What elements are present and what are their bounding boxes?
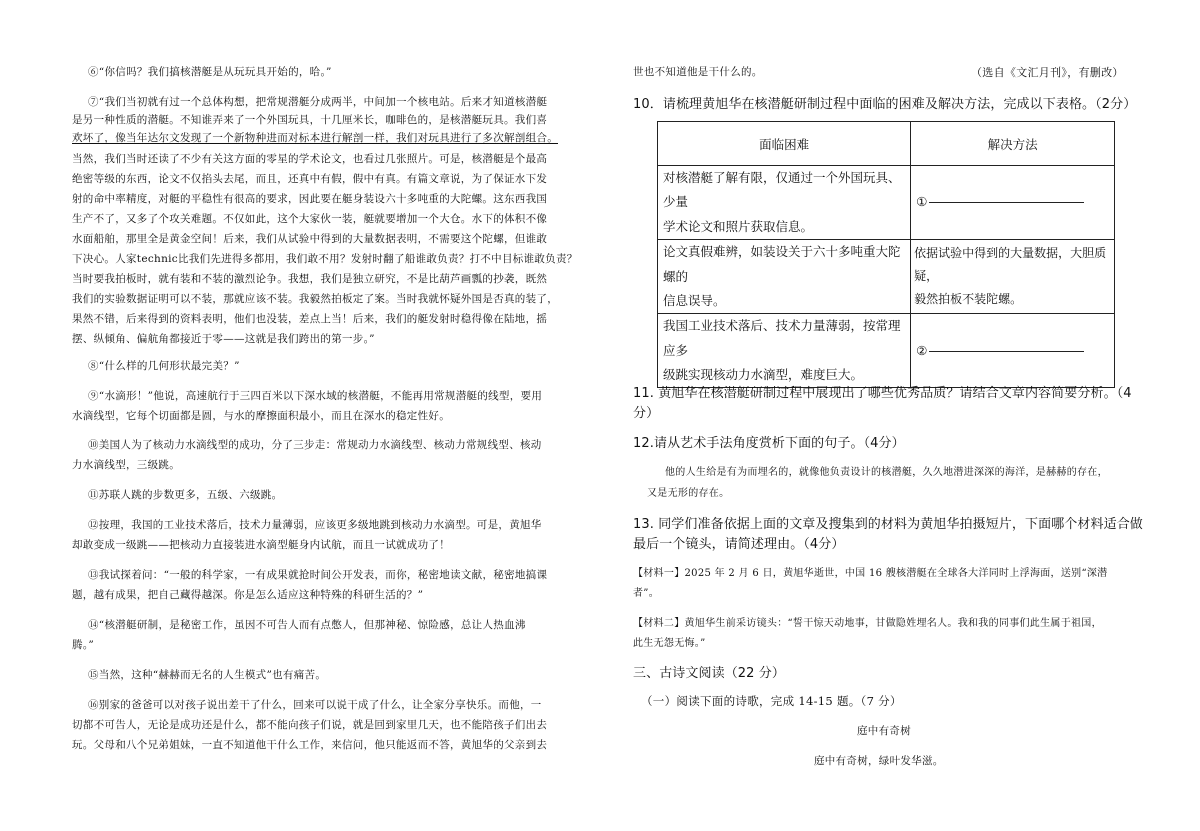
paragraph-9-line: ⑨“水滴形！”他说，高速航行于三四百米以下深水域的核潜艇，不能再用常规潜艇的线型，要用 [88, 390, 543, 402]
paragraph-10-line: 力水滴线型，三级跳。 [72, 459, 180, 471]
cell-line: 毅然拍板不装陀螺。 [914, 292, 1023, 307]
cell-line: 信息误导。 [663, 292, 726, 308]
difficulty-cell [658, 166, 911, 240]
paragraph-7-line: 我们的实验数据证明可以不装，那就应该不装。我毅然拍板定了案。当时我就怀疑外国是否真的装了， [72, 293, 558, 305]
paragraph-13-line: ⑬我试探着问：“一般的科学家，一有成果就抢时间公开发表，而你，秘密地读文献，秘密地搞课 [88, 569, 548, 581]
question-11-line: 分） [633, 406, 660, 421]
material-1-line: 者”。 [633, 588, 660, 599]
answer-blank[interactable] [929, 351, 1084, 352]
question-12: 12.请从艺术手法角度赏析下面的句子。（4分） [633, 436, 905, 451]
paragraph-11: ⑪苏联人跳的步数更多，五级、六级跳。 [88, 489, 283, 501]
paragraph-7-line: 当然，我们当时还读了不少有关这方面的零星的学术论文，也看过几张照片。可是，核潜艇是个最高 [72, 153, 548, 165]
material-1-line: 【材料一】2025 年 2 月 6 日，黄旭华逝世，中国 16 艘核潜艇在全球各大洋同时上浮海面，送别“深潜 [633, 568, 1108, 579]
paragraph-7-line: 当时要我拍板时，就有装和不装的激烈论争。我想，我们是独立研究，不是比葫芦画瓢的抄袭，既然 [72, 273, 548, 285]
question-13-line: 最后一个镜头，请简述理由。（4分） [633, 537, 845, 552]
material-2-line: 【材料二】黄旭华生前采访镜头：“誓干惊天动地事，甘做隐姓埋名人。我和我的同事们此生属于祖国， [633, 618, 1102, 629]
paragraph-14-line: 腾。” [72, 639, 95, 651]
paragraph-12-line: 却敢变成一级跳——把核动力直接装进水滴型艇身内试航，而且一试就成功了！ [72, 539, 450, 551]
solution-cell [911, 166, 1115, 240]
paragraph-13-line: 题，越有成果，把自己藏得越深。你是怎么适应这种特殊的科研生活的？” [72, 589, 424, 601]
answer-marker: ② [916, 342, 928, 358]
cell-line: 学术论文和照片获取信息。 [663, 218, 814, 234]
section-3-heading: 三、古诗文阅读（22 分） [633, 666, 785, 681]
paragraph-7-line: 果然不错，后来得到的资料表明，他们也没装，差点上当！后来，我们的艇发射时稳得像在陆地，摇 [72, 313, 548, 325]
paragraph-16-line: 切都不可告人，无论是成功还是什么，都不能向孩子们说，就是回到家里几天，也不能陪孩子们出去 [72, 719, 548, 731]
paragraph-7-line: 是另一种性质的潜艇。不知谁弄来了一个外国玩具，十几厘米长，咖啡色的，是核潜艇玩具。我们喜 [72, 114, 548, 126]
difficulty-solution-table [657, 121, 1115, 388]
table-header-row [658, 122, 1115, 166]
paragraph-7-line: ⑦“我们当初就有过一个总体构想，把常规潜艇分成两半，中间加一个核电站。后来才知道核潜艇 [88, 96, 548, 108]
solution-cell [911, 314, 1115, 388]
cell-line: 对核潜艇了解有限，仅通过一个外国玩具、少量 [663, 170, 901, 210]
paragraph-15: ⑮当然，这种“赫赫而无名的人生模式”也有痛苦。 [88, 669, 327, 681]
subsection-1-heading: （一）阅读下面的诗歌，完成 14-15 题。（7 分） [641, 694, 902, 708]
paragraph-8: ⑧“什么样的几何形状最完美？” [88, 360, 240, 372]
paragraph-9-line: 水滴线型，它每个切面都是圆，与水的摩擦面积最小，而且在深水的稳定性好。 [72, 410, 450, 422]
paragraph-7-line: 生产不了，又多了个攻关难题。不仅如此，这个大家伙一装，艇就要增加一个大仓。水下的体积不像 [72, 213, 548, 225]
question-13-line: 13. 同学们准备依据上面的文章及搜集到的材料为黄旭华拍摄短片，下面哪个材料适合做 [633, 517, 1143, 532]
answer-marker: ① [916, 194, 928, 210]
source-note: （选自《文汇月刊》，有删改） [971, 66, 1124, 79]
paragraph-16-line: 玩。父母和八个兄弟姐妹，一直不知道他干什么工作，来信问，他只能返而不答，黄旭华的父亲到去 [72, 739, 548, 751]
table-row [658, 166, 1115, 240]
paragraph-14-line: ⑭“核潜艇研制，是秘密工作，虽因不可告人而有点憋人，但那神秘、惊险感，总让人热血沸 [88, 619, 526, 631]
cell-line: 依据试验中得到的大量数据，大胆质疑， [914, 245, 1107, 283]
table-row [658, 240, 1115, 314]
solution-cell [911, 240, 1115, 314]
question-10: 10．请梳理黄旭华在核潜艇研制过程中面临的困难及解决方法，完成以下表格。（2分） [633, 97, 1137, 112]
poem-title: 庭中有奇树 [857, 725, 911, 737]
paragraph-6: ⑥“你信吗？我们搞核潜艇是从玩玩具开始的，哈。” [88, 66, 332, 78]
poem-line: 庭中有奇树，绿叶发华滋。 [814, 755, 944, 767]
table-header: 面临困难 [658, 122, 911, 166]
paragraph-7-line: 水面船舶，那里全是黄金空间！后来，我们从试验中得到的大量数据表明，不需要这个陀螺，但谁敢 [72, 233, 548, 245]
table-header: 解决方法 [911, 122, 1115, 166]
question-11-line: 11. 黄旭华在核潜艇研制过程中展现出了哪些优秀品质？请结合文章内容简要分析。（4 [633, 386, 1132, 401]
paragraph-7-line: 摆、纵倾角、偏航角都接近于零——这就是我们跨出的第一步。” [72, 333, 375, 345]
continuation-line: 世也不知道他是干什么的。 [633, 66, 763, 78]
cell-line: 论文真假难辨，如装设关于六十多吨重大陀螺的 [663, 244, 901, 284]
paragraph-12-line: ⑫按理，我国的工业技术落后，技术力量薄弱，应该更多级地跳到核动力水滴型。可是，黄旭华 [88, 519, 542, 531]
paragraph-10-line: ⑩美国人为了核动力水滴线型的成功，分了三步走：常规动力水滴线型、核动力常规线型、核动 [88, 439, 542, 451]
paragraph-7-line-underlined: 欢坏了，像当年达尔文发现了一个新物种进而对标本进行解剖一样，我们对玩具进行了多次解剖组合。 [72, 132, 558, 144]
paragraph-7-line: 射的命中率精度，对艇的平稳性有很高的要求，因此要在艇身装设六十多吨重的大陀螺。这东西我国 [72, 193, 548, 205]
answer-blank[interactable] [929, 202, 1084, 203]
cell-line: 级跳实现核动力水滴型，难度巨大。 [663, 367, 864, 382]
paragraph-7-line: 下决心。人家technic比我们先进得多都用，我们敢不用？发射时翻了船谁敢负责？打不中目标谁敢负责？ [72, 253, 578, 265]
question-12-quote-line: 又是无形的存在。 [647, 488, 730, 499]
paragraph-16-line: ⑯别家的爸爸可以对孩子说出差干了什么，回来可以说干成了什么，让全家分享快乐。而他，一 [88, 699, 542, 711]
cell-line: 我国工业技术落后、技术力量薄弱，按常理应多 [663, 318, 901, 358]
difficulty-cell [658, 314, 911, 388]
material-2-line: 此生无怨无悔。” [633, 638, 706, 649]
table-row [658, 314, 1115, 388]
difficulty-cell [658, 240, 911, 314]
question-12-quote-line: 他的人生给是有为而埋名的，就像他负责设计的核潜艇，久久地潜进深深的海洋，是赫赫的存在， [665, 467, 1108, 478]
paragraph-7-line: 绝密等级的东西，论文不仅掐头去尾，而且，还真中有假，假中有真。有篇文章说，为了保证水下发 [72, 173, 548, 185]
